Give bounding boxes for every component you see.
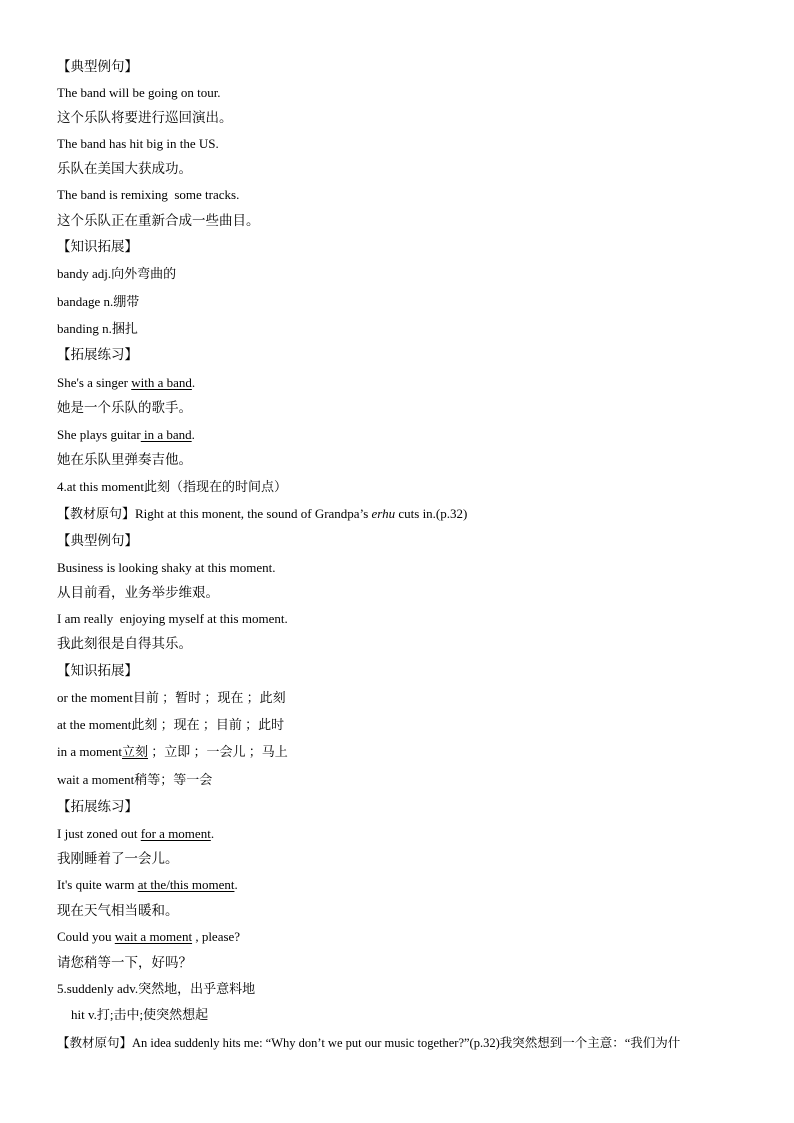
- practice-sentence-en: She's a singer with a band.: [57, 375, 196, 390]
- section-heading-practice: 【拓展练习】: [57, 799, 138, 815]
- section-heading-knowledge: 【知识拓展】: [57, 663, 138, 679]
- practice-sentence-en: Could you wait a moment , please?: [57, 929, 241, 944]
- answer-blank: wait a moment: [114, 929, 193, 944]
- section-heading-practice: 【拓展练习】: [57, 347, 138, 363]
- example-sentence-zh: 从目前看，业务举步维艰。: [57, 585, 219, 601]
- vocab-item-heading: 5.suddenly adv.突然地，出乎意料地: [57, 981, 256, 996]
- practice-sentence-zh: 现在天气相当暖和。: [57, 903, 179, 919]
- example-sentence-zh: 乐队在美国大获成功。: [57, 161, 192, 177]
- phrase-entry: at the moment此刻 ；现在 ；目前 ；此时: [57, 717, 285, 732]
- section-heading-examples: 【典型例句】: [57, 59, 138, 75]
- example-sentence-en: The band is remixing some tracks.: [57, 187, 240, 202]
- practice-sentence-zh: 她是一个乐队的歌手。: [57, 400, 192, 416]
- section-heading-knowledge: 【知识拓展】: [57, 239, 138, 255]
- practice-sentence-en: It's quite warm at the/this moment.: [57, 877, 238, 892]
- textbook-original-sentence: 【教材原句】An idea suddenly hits me: “Why don’t we put our music together?”(p.32)我突然想到一个主意：“我们为什: [57, 1036, 681, 1050]
- vocab-entry: hit v.打;击中;使突然想起: [71, 1007, 209, 1022]
- vocab-entry: bandage n.绷带: [57, 294, 140, 309]
- answer-blank: for a moment: [140, 826, 211, 841]
- practice-sentence-zh: 请您稍等一下，好吗？: [57, 955, 192, 971]
- example-sentence-zh: 这个乐队将要进行巡回演出。: [57, 110, 233, 126]
- practice-sentence-en: I just zoned out for a moment.: [57, 826, 215, 841]
- practice-sentence-zh: 她在乐队里弹奏吉他。: [57, 452, 192, 468]
- textbook-original-sentence: 【教材原句】Right at this monent, the sound of Grandpa’s erhu cuts in.(p.32): [57, 506, 468, 521]
- practice-sentence-en: She plays guitar in a band.: [57, 427, 195, 442]
- example-sentence-en: Business is looking shaky at this moment.: [57, 560, 276, 575]
- answer-blank: at the/this moment: [137, 877, 235, 892]
- example-sentence-en: The band will be going on tour.: [57, 85, 221, 100]
- vocab-entry: banding n.捆扎: [57, 321, 138, 336]
- phrase-entry: in a moment立刻 ；立即 ；一会儿 ；马上: [57, 744, 288, 759]
- example-sentence-zh: 我此刻很是自得其乐。: [57, 636, 192, 652]
- example-sentence-en: The band has hit big in the US.: [57, 136, 219, 151]
- phrase-entry: or the moment目前 ；暂时 ；现在 ；此刻: [57, 690, 286, 705]
- phrase-entry: wait a moment稍等；等一会: [57, 772, 213, 787]
- section-heading-examples: 【典型例句】: [57, 533, 138, 549]
- answer-blank: in a band: [140, 427, 192, 442]
- vocab-entry: bandy adj.向外弯曲的: [57, 266, 177, 281]
- answer-blank: with a band: [131, 375, 192, 390]
- practice-sentence-zh: 我刚睡着了一会儿。: [57, 851, 179, 867]
- vocab-item-heading: 4.at this moment此刻（指现在的时间点）: [57, 479, 288, 494]
- example-sentence-en: I am really enjoying myself at this moment.: [57, 611, 288, 626]
- example-sentence-zh: 这个乐队正在重新合成一些曲目。: [57, 213, 260, 229]
